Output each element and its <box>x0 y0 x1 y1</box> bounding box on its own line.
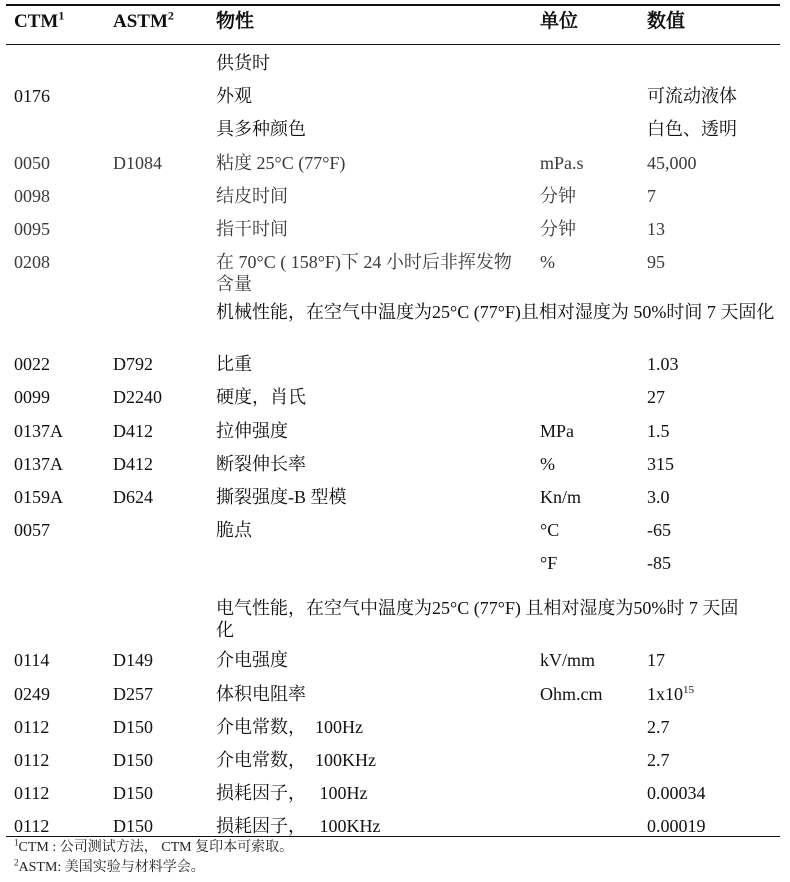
cell-ctm: 0137A <box>14 453 63 474</box>
table-row <box>0 245 790 301</box>
cell-ctm: 0112 <box>14 816 50 837</box>
cell-value: 7 <box>647 185 656 206</box>
table-row <box>0 46 790 79</box>
table-row <box>0 347 790 380</box>
table-row <box>0 179 790 212</box>
cell-value: 13 <box>647 218 665 239</box>
cell-property: 撕裂强度-B 型模 <box>216 486 347 507</box>
section-heading-row <box>0 579 790 643</box>
cell-astm: D792 <box>113 354 153 375</box>
cell-property: 拉伸强度 <box>216 420 288 441</box>
cell-property: 硬度，肖氏 <box>216 387 306 408</box>
cell-ctm: 0208 <box>14 252 50 273</box>
table-bottom-rule <box>6 836 780 837</box>
cell-property: 介电常数， 100KHz <box>216 750 376 770</box>
cell-property: 损耗因子， 100Hz <box>216 783 368 804</box>
footnotes <box>14 838 774 878</box>
cell-value: 45,000 <box>647 152 697 173</box>
cell-ctm: 0176 <box>14 86 50 107</box>
cell-property: 供货时 <box>216 53 270 73</box>
cell-ctm: 0099 <box>14 387 50 408</box>
table-row <box>0 447 790 480</box>
cell-value: 白色、透明 <box>647 119 737 140</box>
cell-astm: D150 <box>113 750 153 770</box>
cell-property: 损耗因子， 100KHz <box>216 816 381 837</box>
cell-value: 可流动液体 <box>647 86 737 107</box>
header-unit: 单位 <box>540 11 579 32</box>
table-row <box>0 643 790 676</box>
cell-value: 17 <box>647 650 665 671</box>
cell-astm: D624 <box>113 486 153 507</box>
cell-unit: 分钟 <box>540 218 576 239</box>
cell-astm: D150 <box>113 716 153 737</box>
cell-property: 比重 <box>216 354 252 375</box>
header-property: 物性 <box>216 11 255 32</box>
footnote-astm: $^2$ASTM: 美国实验与材料学会。 <box>14 857 205 875</box>
cell-astm: D2240 <box>113 387 162 408</box>
cell-ctm: 0159A <box>14 486 63 507</box>
table-row <box>0 112 790 145</box>
table-row <box>0 380 790 413</box>
section-heading-electrical: 电气性能，在空气中温度为25°C (77°F) 且相对湿度为50%时 7 天固化 <box>216 598 739 641</box>
table-row <box>0 546 790 579</box>
table-row <box>0 480 790 513</box>
cell-value: 0.00034 <box>647 783 706 804</box>
cell-property: 具多种颜色 <box>216 119 306 140</box>
table-row <box>0 414 790 447</box>
cell-ctm: 0112 <box>14 783 50 804</box>
cell-value: -65 <box>647 520 671 541</box>
cell-ctm: 0112 <box>14 716 50 737</box>
cell-astm: D412 <box>113 420 153 441</box>
cell-value: 95 <box>647 252 665 273</box>
cell-ctm: 0249 <box>14 683 50 704</box>
section-heading-row <box>0 301 790 347</box>
header-value: 数值 <box>647 11 686 32</box>
cell-unit: 分钟 <box>540 185 576 206</box>
cell-property: 介电常数， 100Hz <box>216 716 363 737</box>
footnote-ctm: $^1$CTM : 公司测试方法， CTM 复印本可索取。 <box>14 837 294 855</box>
cell-ctm: 0137A <box>14 420 63 441</box>
table-body <box>0 46 790 843</box>
cell-unit: % <box>540 453 555 474</box>
cell-property: 外观 <box>216 86 252 107</box>
table-row <box>0 710 790 743</box>
cell-property: 指干时间 <box>216 218 288 239</box>
cell-astm: D150 <box>113 783 153 804</box>
table-header-rule <box>6 44 780 45</box>
cell-unit: MPa <box>540 420 575 441</box>
cell-ctm: 0095 <box>14 218 50 239</box>
cell-value: 1.03 <box>647 354 679 375</box>
cell-ctm: 0057 <box>14 520 50 541</box>
cell-property: 粘度 25°C (77°F) <box>216 152 346 173</box>
cell-property: 在 70°C ( 158°F)下 24 小时后非挥发物含量 <box>216 252 512 295</box>
cell-unit: kV/mm <box>540 650 596 671</box>
cell-property: 脆点 <box>216 520 252 541</box>
cell-value: 2.7 <box>647 716 670 737</box>
cell-unit: mPa.s <box>540 152 584 173</box>
cell-value: 2.7 <box>647 750 670 770</box>
cell-astm: D412 <box>113 453 153 474</box>
cell-unit: °C <box>540 520 560 541</box>
cell-unit: Kn/m <box>540 486 582 507</box>
cell-unit: % <box>540 252 555 273</box>
table-row <box>0 776 790 809</box>
cell-property: 结皮时间 <box>216 185 288 206</box>
cell-property: 体积电阻率 <box>216 683 306 704</box>
cell-value: 27 <box>647 387 665 408</box>
cell-ctm: 0112 <box>14 750 50 770</box>
cell-value: 3.0 <box>647 486 670 507</box>
cell-ctm: 0114 <box>14 650 50 671</box>
cell-value: 315 <box>647 453 674 474</box>
cell-ctm: 0022 <box>14 354 50 375</box>
table-row <box>0 146 790 179</box>
cell-value: -85 <box>647 553 671 574</box>
table-row <box>0 79 790 112</box>
table-row <box>0 212 790 245</box>
cell-astm: D1084 <box>113 152 162 173</box>
cell-property: 介电强度 <box>216 650 288 671</box>
cell-ctm: 0050 <box>14 152 50 173</box>
cell-ctm: 0098 <box>14 185 50 206</box>
cell-value: 1.5 <box>647 420 670 441</box>
cell-astm: D150 <box>113 816 153 837</box>
section-heading-mechanical: 机械性能，在空气中温度为25°C (77°F)且相对湿度为 50%时间 7 天固化 <box>216 302 775 323</box>
cell-property: 断裂伸长率 <box>216 453 306 474</box>
table-row <box>0 743 790 776</box>
cell-value: 0.00019 <box>647 816 706 837</box>
header-ctm: CTM$^1$ <box>14 8 65 32</box>
cell-unit: °F <box>540 553 558 574</box>
table-row <box>0 513 790 546</box>
cell-astm: D257 <box>113 683 153 704</box>
cell-astm: D149 <box>113 650 153 671</box>
table-row <box>0 677 790 710</box>
table-header <box>0 6 790 40</box>
header-astm: ASTM$^2$ <box>113 8 174 32</box>
cell-unit: Ohm.cm <box>540 683 603 704</box>
cell-value: $1x10^{15}$ <box>647 683 694 704</box>
